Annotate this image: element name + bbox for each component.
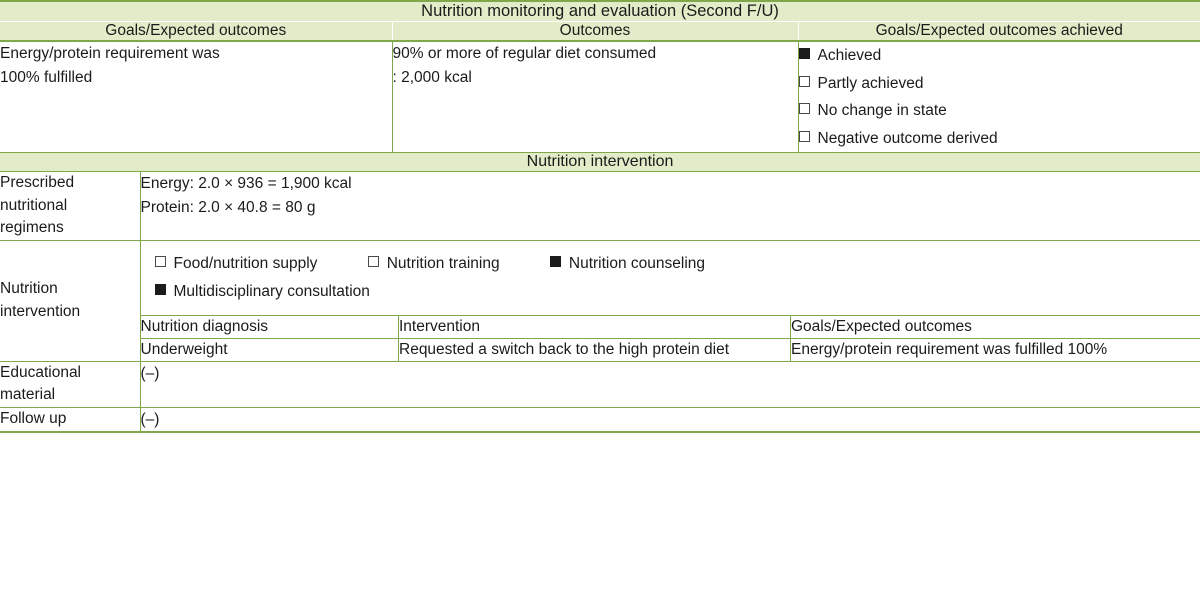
- checkbox-label: No change in state: [817, 102, 947, 120]
- intervention-band-row: [0, 153, 1200, 172]
- label-line-1: Nutrition: [0, 280, 58, 298]
- detail-cell-diagnosis: Underweight: [141, 339, 399, 361]
- achieved-checklist: [799, 42, 1200, 152]
- row-label-follow-up: Follow up: [0, 407, 140, 432]
- checkbox-label: Achieved: [817, 47, 882, 64]
- detail-cell-goals: Energy/protein requirement was fulfilled 100%: [791, 339, 1200, 361]
- intervention-options: [141, 241, 1200, 316]
- goals-line-1: Energy/protein requirement was: [0, 45, 220, 62]
- intervention-detail-table: [141, 315, 1200, 360]
- goals-line-2: 100% fulfilled: [0, 69, 93, 87]
- checkbox-empty-icon[interactable]: [155, 256, 166, 267]
- checkbox-item-food-nutrition-supply[interactable]: [155, 251, 318, 277]
- achieved-cell: [798, 41, 1200, 153]
- follow-up-row: [0, 407, 1200, 432]
- checkbox-item-nutrition-training[interactable]: [368, 251, 500, 277]
- educational-material-value: (–): [140, 361, 1200, 407]
- detail-header-intervention: Intervention: [399, 316, 791, 339]
- goals-cell: [0, 41, 392, 153]
- label-line-2: nutritional: [0, 196, 68, 214]
- checkbox-empty-icon[interactable]: [799, 76, 810, 87]
- label-line-3: regimens: [0, 219, 64, 237]
- checkbox-label: Partly achieved: [817, 74, 924, 92]
- intervention-table: [0, 172, 1200, 433]
- row-label-nutrition-intervention: [0, 240, 140, 361]
- outcomes-line-1: 90% or more of regular diet consumed: [392, 45, 657, 62]
- checkbox-item-negative-outcome[interactable]: [799, 125, 1200, 153]
- row-label-prescribed-regimens: [0, 172, 140, 240]
- checkbox-empty-icon[interactable]: [368, 256, 379, 267]
- checkbox-label: Negative outcome derived: [817, 129, 998, 147]
- prescribed-protein: Protein: 2.0 × 40.8 = 80 g: [140, 198, 316, 216]
- label-line-1: Educational: [0, 363, 82, 381]
- row-label-educational-material: [0, 361, 140, 407]
- outcomes-line-2: : 2,000 kcal: [392, 69, 472, 87]
- prescribed-regimens-content: [140, 172, 1200, 240]
- nutrition-intervention-row: [0, 240, 1200, 361]
- checkbox-filled-icon[interactable]: [550, 256, 561, 267]
- checkbox-label: Multidisciplinary consultation: [173, 283, 370, 301]
- checkbox-filled-icon[interactable]: [799, 48, 810, 59]
- page-title: Nutrition monitoring and evaluation (Second F/U): [0, 1, 1200, 22]
- checkbox-item-multidisciplinary-consultation[interactable]: [155, 279, 1189, 305]
- label-line-1: Prescribed: [0, 174, 75, 192]
- follow-up-value: (–): [140, 407, 1200, 432]
- label-line-2: intervention: [0, 302, 81, 320]
- checkbox-filled-icon[interactable]: [155, 284, 166, 295]
- checkbox-item-no-change[interactable]: [799, 97, 1200, 125]
- checkbox-label: Food/nutrition supply: [173, 254, 318, 272]
- checkbox-item-nutrition-counseling[interactable]: [550, 251, 705, 277]
- prescribed-regimens-row: [0, 172, 1200, 240]
- detail-header-goals: Goals/Expected outcomes: [791, 316, 1200, 339]
- prescribed-energy: Energy: 2.0 × 936 = 1,900 kcal: [140, 175, 352, 193]
- educational-material-row: [0, 361, 1200, 407]
- detail-data-row: [141, 339, 1200, 361]
- detail-header-diagnosis: Nutrition diagnosis: [141, 316, 399, 339]
- section-title-nutrition-intervention: Nutrition intervention: [0, 153, 1200, 172]
- nutrition-intervention-content: [140, 240, 1200, 361]
- column-header-goals: Goals/Expected outcomes: [0, 22, 392, 42]
- document-table: [0, 0, 1200, 172]
- detail-header-row: [141, 316, 1200, 339]
- checkbox-label: Nutrition counseling: [568, 254, 706, 272]
- checkbox-empty-icon[interactable]: [799, 103, 810, 114]
- label-line-2: material: [0, 386, 56, 404]
- outcomes-cell: [392, 41, 798, 153]
- checkbox-label: Nutrition training: [386, 254, 500, 272]
- monitoring-row: [0, 41, 1200, 153]
- title-row: [0, 1, 1200, 22]
- column-header-achieved: Goals/Expected outcomes achieved: [798, 22, 1200, 42]
- checkbox-empty-icon[interactable]: [799, 131, 810, 142]
- checkbox-item-partly-achieved[interactable]: [799, 70, 1200, 98]
- column-header-outcomes: Outcomes: [392, 22, 798, 42]
- column-header-row: [0, 22, 1200, 42]
- checkbox-item-achieved[interactable]: [799, 42, 1200, 70]
- detail-cell-intervention: Requested a switch back to the high protein diet: [399, 339, 791, 361]
